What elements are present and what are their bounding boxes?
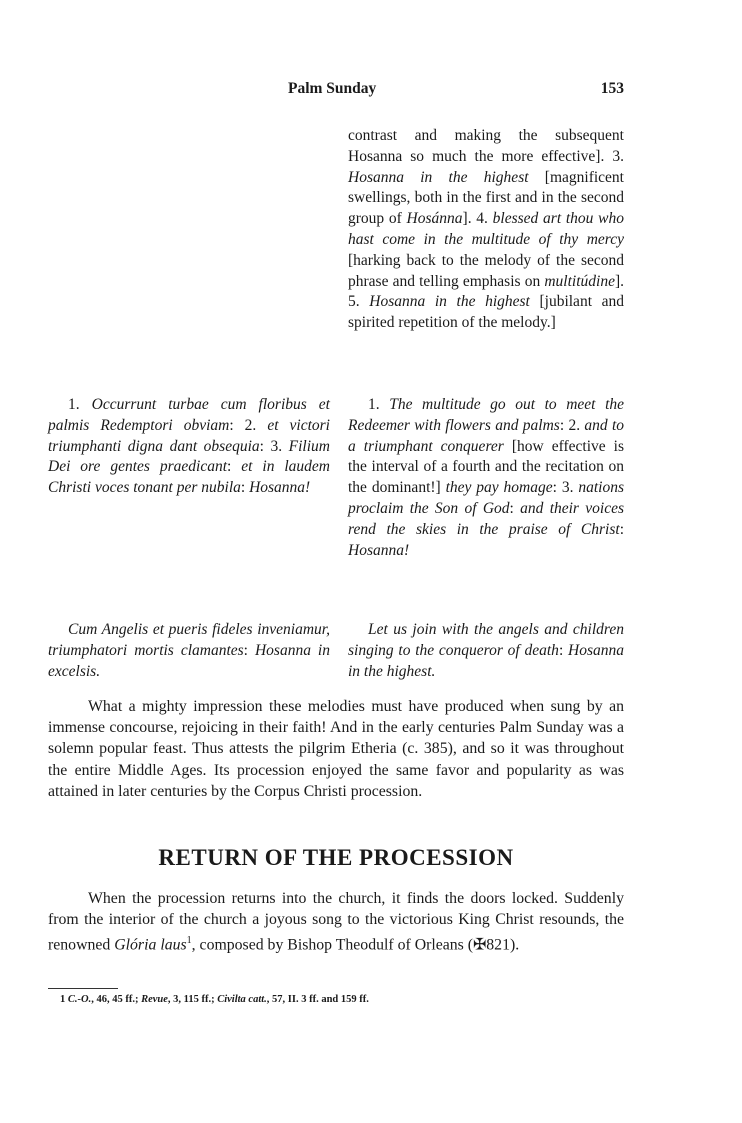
commentary-text: contrast and making the subsequent Hosanna so much the more effective]. 3. Hosanna in the highest [magnificent swellings, both in the first and in the second group of Hosánna]. 4. blessed art thou who hast come in the multitude of thy mercy [harking back to the melody of the second phrase and telling emphasis on multitúdine]. 5. Hosanna in the highest [jubilant and spirited repetition of the melody.] <box>348 127 624 332</box>
page-number: 153 <box>600 80 624 97</box>
body-paragraph-2: When the procession returns into the church, it finds the doors locked. Suddenly from the interior of the church a joyous song to the victorious King Christ resounds, the renowned Glória laus$^1$, composed by Bishop Theodulf of Orleans (✠821). <box>48 890 624 954</box>
english-translation-2: Let us join with the angels and children singing to the conqueror of death: Hosanna in the highest. <box>348 621 624 680</box>
footnote-marker: 1 <box>186 935 192 947</box>
section-heading: RETURN OF THE PROCESSION <box>158 845 514 870</box>
footnote: 1 C.-O., 46, 45 ff.; Revue, 3, 115 ff.; Civilta catt., 57, II. 3 ff. and 159 ff. <box>60 994 369 1005</box>
running-head <box>48 80 626 102</box>
latin-text-1: 1. Occurrunt turbae cum floribus et palmis Redemptori obviam: 2. et victori triumphanti digna dant obsequia: 3. Filium Dei ore gentes praedicant: et in laudem Christi voces tonant per nubila: Hosanna! <box>48 396 331 497</box>
commentary-block <box>348 126 624 334</box>
body-paragraph-1: What a mighty impression these melodies must have produced when sung by an immense concourse, rejoicing in their faith! And in the early centuries Palm Sunday was a solemn popular feast. Thus attests the pilgrim Etheria (c. 385), and so it was throughout the entire Middle Ages. Its procession enjoyed the same favor and popularity as was attained in later centuries by the Corpus Christi procession. <box>48 698 624 800</box>
footnote-rule <box>48 988 118 989</box>
page-title: Palm Sunday <box>288 80 377 97</box>
english-translation-1: 1. The multitude go out to meet the Redeemer with flowers and palms: 2. and to a triumphant conquerer [how effective is the interval of a fourth and the recitation on the dominant!] they pay homage: 3. nations proclaim the Son of God: and their voices rend the skies in the praise of Christ: Hosanna! <box>348 396 625 559</box>
latin-text-2: Cum Angelis et pueris fideles inveniamur, triumphatori mortis clamantes: Hosanna in excelsis. <box>48 621 330 680</box>
